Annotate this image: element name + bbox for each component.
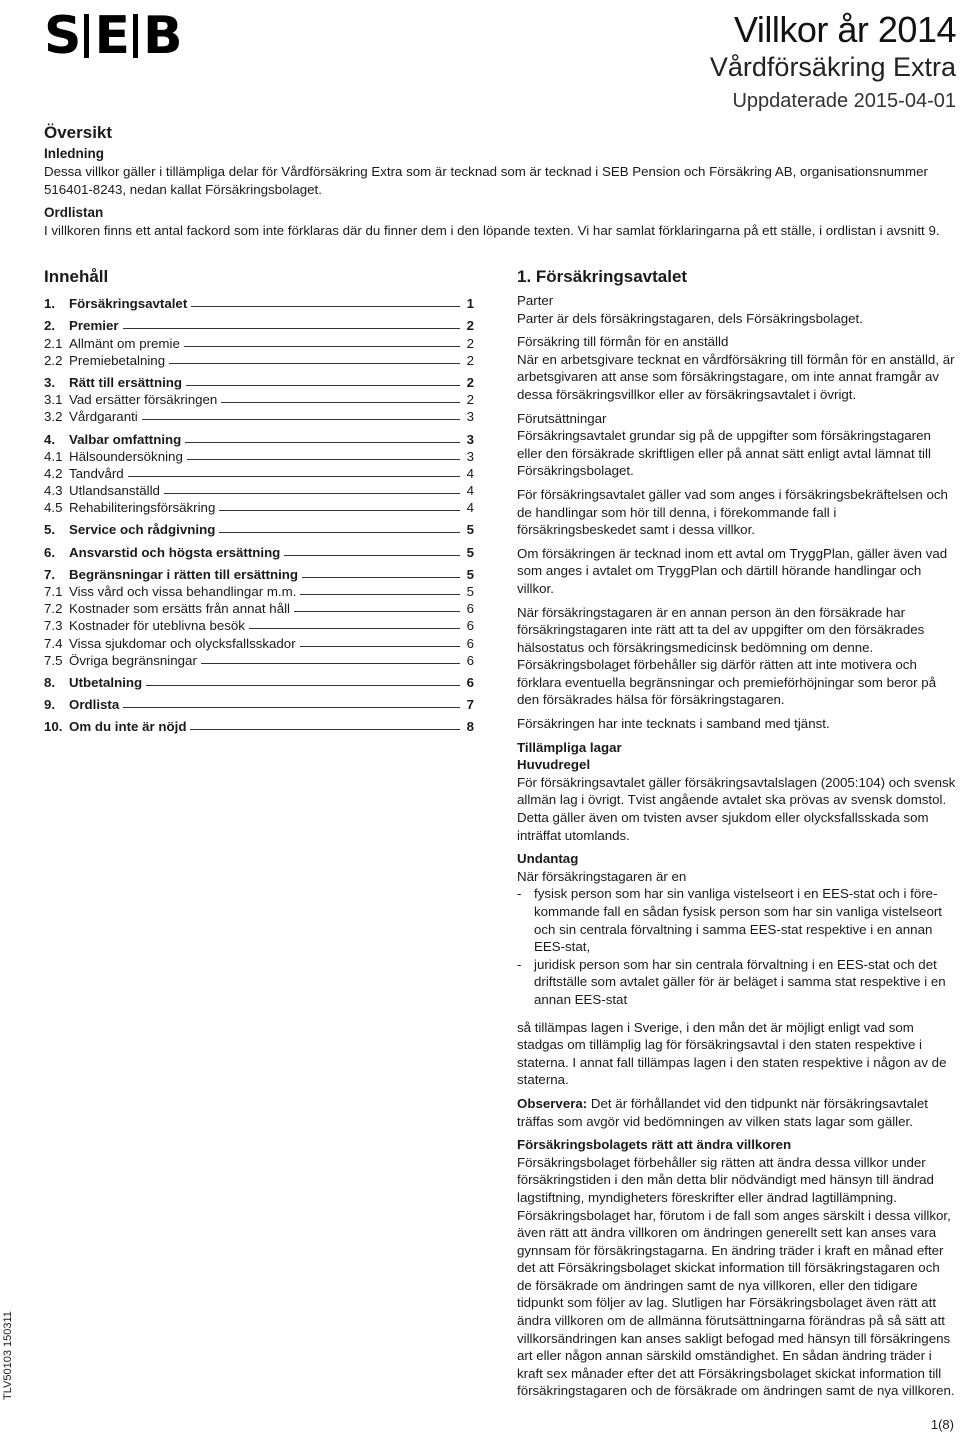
toc-item-page: 8 — [466, 719, 474, 735]
intro-heading: Inledning — [44, 146, 104, 161]
toc-leader-line — [187, 459, 460, 460]
forutsattningar-paragraph: Försäkringsbolaget förbehåller sig därför rätten att inte motivera och förklara eventuella begränsningar och premieförhöjningar som beror på den försäkrades hälsa för försäkringstagaren. — [517, 657, 937, 708]
toc-leader-line — [300, 594, 460, 595]
logo-divider — [133, 14, 138, 58]
document-code — [2, 1311, 14, 1400]
toc-item-number: 10. — [44, 719, 63, 735]
toc-item-number: 7.3 — [44, 618, 63, 634]
toc-item-number: 4.3 — [44, 483, 63, 499]
toc-leader-line — [186, 385, 460, 386]
toc-leader-line — [284, 555, 460, 556]
logo-letter-b: B — [142, 6, 181, 66]
list-item-text: fysisk person som har sin vanliga vistelseort i en EES-stat och i före-kommande fall en sådan fysisk person som har sin vanliga vistelseort och sin centrala förvaltning i samma EES-stat respektive i en annan EES-stat, — [534, 886, 942, 955]
toc-item-number: 8. — [44, 674, 56, 690]
toc-item-label: Kostnader som ersätts från annat håll — [69, 601, 290, 617]
toc-leader-line — [169, 363, 460, 364]
toc-item-number: 5. — [44, 522, 56, 538]
forutsattningar-paragraph: Om försäkringen är tecknad inom ett avtal om TryggPlan, gäller även vad som anges i avtalet om TryggPlan och därtill hörande handlingar och villkor. — [517, 545, 948, 596]
toc-item[interactable] — [44, 294, 474, 311]
toc-leader-line — [164, 493, 460, 494]
overview-heading: Översikt — [44, 123, 113, 142]
toc-leader-line — [219, 510, 460, 511]
toc-item[interactable] — [44, 717, 474, 734]
seb-logo — [44, 6, 181, 66]
toc-item-page: 6 — [466, 601, 474, 617]
toc-item[interactable] — [44, 333, 474, 350]
forutsattningar-paragraph: Försäkringen har inte tecknats i samband med tjänst. — [517, 716, 830, 732]
toc-leader-line — [123, 328, 460, 329]
document-subtitle: Vårdförsäkring Extra — [709, 52, 956, 82]
toc-item[interactable] — [44, 390, 474, 407]
formaan-text: När en arbetsgivare tecknat en vårdförsäkring till förmån för en anställd, är arbetsgivaren att anse som försäkringstagare, om inte annat framgår av dessa försäkringsvillkor eller av försäkringsavtalet i övrigt. — [517, 351, 955, 402]
toc-item-page: 5 — [466, 522, 474, 538]
table-of-contents — [44, 266, 474, 734]
toc-item-label: Försäkringsavtalet — [69, 296, 188, 312]
toc-item[interactable] — [44, 695, 474, 712]
toc-leader-line — [146, 685, 460, 686]
toc-item-label: Rehabiliteringsförsäkring — [69, 500, 216, 516]
toc-item-page: 4 — [466, 500, 474, 516]
forutsattningar-paragraph: När försäkringstagaren är en annan person än den försäkrade har försäkringstagaren inte rätt att ta del av uppgifter om den försäkrades hälsostatus och försäkringsmedicinsk bedömning om denne. — [517, 604, 925, 655]
toc-item[interactable] — [44, 464, 474, 481]
toc-leader-line — [191, 306, 460, 307]
toc-item-number: 1. — [44, 296, 56, 312]
toc-item-label: Premiebetalning — [69, 352, 166, 368]
toc-leader-line — [302, 577, 460, 578]
glossary-heading: Ordlistan — [44, 205, 104, 221]
toc-item-page: 2 — [466, 392, 474, 408]
toc-item[interactable] — [44, 616, 474, 633]
toc-item-label: Service och rådgivning — [69, 522, 216, 538]
toc-item-number: 3. — [44, 374, 56, 390]
toc-item-label: Vissa sjukdomar och olycksfallsskador — [69, 635, 296, 651]
toc-item-page: 3 — [466, 431, 474, 447]
toc-item-page: 2 — [466, 352, 474, 368]
toc-item-number: 2.1 — [44, 335, 63, 351]
toc-item[interactable] — [44, 582, 474, 599]
toc-item-page: 6 — [466, 618, 474, 634]
logo-letter-s: S — [44, 6, 80, 66]
section-forsakringsavtalet — [517, 266, 957, 1400]
toc-item[interactable] — [44, 673, 474, 690]
toc-item-number: 7.4 — [44, 635, 63, 651]
toc-item[interactable] — [44, 565, 474, 582]
formaan-label: Försäkring till förmån för en anställd — [517, 334, 729, 350]
intro-text: Dessa villkor gäller i tillämpliga delar för Vårdförsäkring Extra som är tecknad som är tecknad i SEB Pension och Försäkring AB, organisationsnummer 516401-8243, nedan kallat Försäkringsbolaget. — [44, 164, 928, 197]
toc-item[interactable] — [44, 351, 474, 368]
toc-item-number: 6. — [44, 544, 56, 560]
toc-item-label: Rätt till ersättning — [69, 374, 183, 390]
toc-item-label: Vad ersätter försäkringen — [69, 392, 218, 408]
toc-item[interactable] — [44, 633, 474, 650]
observera-paragraph — [517, 1095, 957, 1130]
toc-leader-line — [201, 663, 460, 664]
toc-item-label: Utlandsanställd — [69, 483, 160, 499]
forutsattningar-label: Förutsättningar — [517, 410, 607, 426]
toc-item-label: Allmänt om premie — [69, 335, 180, 351]
updated-date: Uppdaterade 2015-04-01 — [732, 90, 956, 112]
forutsattningar-paragraph: Försäkringsavtalet grundar sig på de uppgifter som försäkringstagaren eller den försäkrade skriftligen eller på annat sätt enligt avtal lämnat till Försäkringsbolaget. — [517, 428, 931, 479]
list-item: - juridisk person som har sin centrala förvaltning i en EES-stat och det driftställe som avtalet gäller för är beläget i samma stat respektive i en annan EES-stat — [517, 956, 957, 1009]
toc-item-number: 4.1 — [44, 448, 63, 464]
huvudregel-heading: Huvudregel — [517, 757, 591, 773]
andra-heading: Försäkringsbolagets rätt att ändra villkoren — [517, 1137, 792, 1153]
parter-text: Parter är dels försäkringstagaren, dels Försäkringsbolaget. — [517, 310, 863, 326]
toc-item-label: Övriga begränsningar — [69, 652, 197, 668]
toc-item-label: Hälsoundersökning — [69, 448, 183, 464]
toc-leader-line — [221, 402, 460, 403]
observera-text: Det är förhållandet vid den tidpunkt när försäkringsavtalet träffas som avgör vid bedömningen av vilken stats lagar som gäller. — [517, 1095, 928, 1129]
toc-item-page: 5 — [466, 584, 474, 599]
toc-item-page: 6 — [466, 652, 474, 668]
logo-divider — [84, 14, 89, 58]
undantag-heading: Undantag — [517, 851, 579, 867]
toc-item-page: 6 — [466, 635, 474, 651]
toc-item-page: 5 — [466, 566, 474, 582]
toc-item-page: 4 — [466, 465, 474, 481]
toc-item-page: 3 — [466, 409, 474, 425]
lagar-heading: Tillämpliga lagar — [517, 739, 622, 755]
document-title-block — [710, 10, 956, 116]
toc-item[interactable] — [44, 429, 474, 446]
toc-item-label: Utbetalning — [69, 674, 143, 690]
toc-item-number: 2.2 — [44, 352, 63, 368]
toc-item[interactable] — [44, 520, 474, 537]
toc-item[interactable] — [44, 542, 474, 559]
toc-item[interactable] — [44, 316, 474, 333]
toc-item-page: 3 — [466, 448, 474, 464]
toc-leader-line — [219, 532, 460, 533]
toc-item-label: Kostnader för uteblivna besök — [69, 618, 245, 634]
toc-leader-line — [128, 476, 460, 477]
list-item-text: juridisk person som har sin centrala förvaltning i en EES-stat och det driftställe som avtalet gäller för är beläget i samma stat respektive i en annan EES-stat — [534, 956, 946, 1007]
page-number: 1(8) — [930, 1417, 954, 1432]
andra-paragraph: Försäkringsbolaget förbehåller sig rätten att ändra dessa villkor under försäkringstiden i den mån detta blir nödvändigt med hänsyn till ändrad lagstiftning, myndigheters föreskrifter eller ändrad lagtillämpning. — [517, 1154, 934, 1205]
toc-item-page: 5 — [466, 544, 474, 560]
toc-item-number: 9. — [44, 697, 56, 713]
list-item: - fysisk person som har sin vanliga vistelseort i en EES-stat och i före-kommande fall en sådan fysisk person som har sin vanliga vistelseort och sin centrala förvaltning i samma EES-stat respektive i en annan EES-stat, — [517, 885, 957, 955]
toc-item[interactable] — [44, 407, 474, 424]
toc-item-number: 7.5 — [44, 652, 63, 668]
undantag-after-text: så tillämpas lagen i Sverige, i den mån det är möjligt enligt vad som stadgas om tillämplig lag för försäkringsavtal i den staten respektive i staterna. I annat fall tillämpas lagen i den staten respektive i någon av de staterna. — [517, 1019, 947, 1088]
logo-letter-e: E — [94, 6, 128, 66]
toc-item-label: Om du inte är nöjd — [69, 719, 187, 735]
forutsattningar-paragraph: För försäkringsavtalet gäller vad som anges i försäkringsbekräftelsen och de handlingar som hör till denna, i förekommande fall i försäkringsbeskedet samt i dessa villkor. — [517, 486, 948, 538]
toc-leader-line — [142, 419, 460, 420]
toc-leader-line — [184, 346, 460, 347]
overview-section — [44, 122, 944, 240]
toc-item-label: Tandvård — [69, 465, 124, 481]
toc-leader-line — [300, 646, 460, 647]
toc-item-number: 7. — [44, 566, 56, 582]
toc-title: Innehåll — [44, 267, 109, 286]
toc-item-label: Premier — [69, 318, 119, 334]
parter-label: Parter — [517, 293, 554, 308]
toc-item-page: 2 — [466, 335, 474, 351]
toc-item[interactable] — [44, 651, 474, 668]
toc-item-label: Valbar omfattning — [69, 431, 182, 447]
toc-item-number: 7.1 — [44, 584, 63, 599]
toc-item-page: 6 — [466, 674, 474, 690]
toc-item-label: Viss vård och vissa behandlingar m.m. — [69, 584, 297, 599]
toc-item-page: 2 — [466, 318, 474, 334]
toc-item-number: 4. — [44, 431, 56, 447]
toc-item-number: 7.2 — [44, 601, 63, 617]
toc-item-label: Vårdgaranti — [69, 409, 138, 425]
toc-item-page: 1 — [466, 296, 474, 312]
toc-leader-line — [294, 611, 460, 612]
toc-item-page: 4 — [466, 483, 474, 499]
toc-item-label: Ordlista — [69, 697, 120, 713]
toc-leader-line — [249, 628, 460, 629]
andra-paragraph: Försäkringsbolaget har, förutom i de fall som anges särskilt i dessa villkor, även rätt att ändra villkoren om ändringen generellt sett kan anses vara gynnsam för försäkringstagarna. En ändring träder i kraft en månad efter det att Försäkringsbolaget skickat information till försäkringstagaren och de försäkrade om ändringen samt de nya villkoren, eller den tidigare tidpunkt som följer av lag. Slutligen har Försäkringsbolaget även rätt att ändra villkoren om de allmänna förutsättningarna förändras på så sätt att villkorsändringen kan anses sakligt befogad med hänsyn till försäkringens art eller någon annan särskild omständighet. En sådan ändring träder i kraft sex månader efter det att Försäkringsbolaget skickat information till försäkringstagaren och de försäkrade om ändringen samt de nya villkoren. — [517, 1207, 955, 1399]
undantag-intro: När försäkringstagaren är en — [517, 868, 687, 884]
toc-item[interactable] — [44, 447, 474, 464]
toc-item-page: 2 — [466, 374, 474, 390]
document-title: Villkor år 2014 — [734, 9, 956, 50]
observera-label: Observera: — [517, 1095, 588, 1111]
toc-item[interactable] — [44, 599, 474, 616]
toc-item-number: 2. — [44, 318, 56, 334]
toc-item-number: 3.1 — [44, 392, 63, 408]
toc-item-number: 3.2 — [44, 409, 63, 425]
toc-item[interactable] — [44, 373, 474, 390]
toc-item-page: 7 — [466, 697, 474, 713]
toc-leader-line — [185, 442, 460, 443]
toc-item[interactable] — [44, 481, 474, 498]
toc-item-number: 4.2 — [44, 465, 63, 481]
section-title: 1. Försäkringsavtalet — [517, 267, 688, 286]
document-code-text: TLV50103 150311 — [2, 1311, 14, 1400]
toc-item-label: Begränsningar i rätten till ersättning — [69, 566, 299, 582]
toc-item-number: 4.5 — [44, 500, 63, 516]
glossary-text: I villkoren finns ett antal fackord som inte förklaras där du finner dem i den löpande texten. Vi har samlat förklaringarna på ett ställe, i ordlistan i avsnitt 9. — [44, 223, 940, 239]
huvudregel-text: För försäkringsavtalet gäller försäkringsavtalslagen (2005:104) och svensk allmän lag i övrigt. Tvist angående avtalet ska prövas av svensk domstol. Detta gäller även om tvisten avser sjukdom eller olycksfallsskada som inträffat utomlands. — [517, 774, 956, 843]
toc-leader-line — [123, 707, 460, 708]
toc-item[interactable] — [44, 498, 474, 515]
toc-leader-line — [190, 729, 460, 730]
toc-item-label: Ansvarstid och högsta ersättning — [69, 544, 281, 560]
